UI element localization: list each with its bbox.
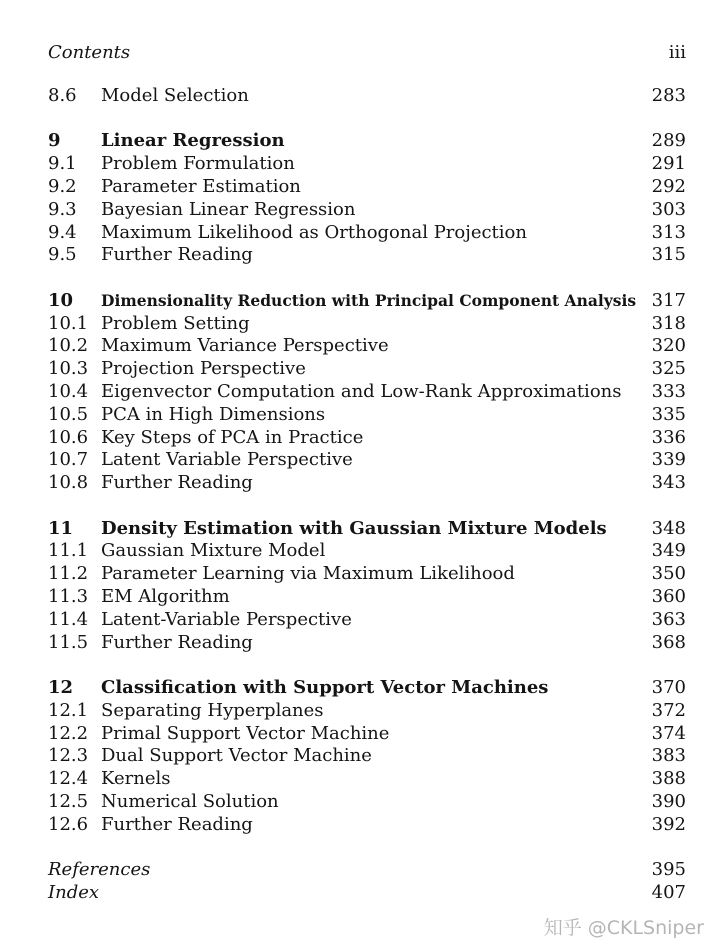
toc-entry-title: Parameter Learning via Maximum Likelihood [101,563,515,585]
toc-entry-title: Further Reading [101,631,253,653]
toc-entry-title: Projection Perspective [101,358,306,380]
toc-entry-number: 12.3 [48,745,89,767]
toc-entry-page: 317 [651,289,686,311]
toc-entry-page: 360 [651,586,686,607]
toc-entry-number: 12.2 [48,722,89,744]
toc-entry-number: 10.2 [48,335,89,357]
toc-entry-title: Further Reading [101,472,253,494]
toc-entry-number: 11.4 [48,608,89,630]
toc-entry-title: EM Algorithm [101,586,230,607]
toc-entry-title: Bayesian Linear Regression [101,198,356,220]
toc-entry-page: 325 [651,358,686,380]
toc-entry-page: 363 [651,608,686,630]
toc-section-entry[interactable] [48,334,686,357]
toc-entry-number: 9.3 [48,198,77,220]
toc-entry-page: 313 [651,221,686,243]
toc-section-entry[interactable] [48,631,686,654]
toc-entry-number: 10.6 [48,426,89,448]
toc-entry-number: 11.3 [48,586,89,607]
toc-entry-number: 9.1 [48,153,77,175]
toc-entry-title: Latent-Variable Perspective [101,608,352,630]
toc-section-entry[interactable] [48,722,686,745]
toc-entry-number: 9.2 [48,176,77,197]
toc-entry-number: 10 [48,289,74,311]
toc-entry-title: Parameter Estimation [101,176,301,197]
toc-chapter-entry[interactable] [48,676,686,699]
toc-entry-page: 320 [651,335,686,357]
toc-section-entry[interactable] [48,448,686,471]
toc-section-entry[interactable] [48,380,686,403]
toc-entry-page: 372 [651,699,686,721]
toc-entry-title: Classification with Support Vector Machines [101,677,549,698]
toc-entry-page: 370 [651,677,686,698]
toc-entry-title: Kernels [101,768,171,790]
toc-entry-title: Dimensionality Reduction with Principal Component Analysis [101,290,637,310]
toc-section-entry[interactable] [48,608,686,631]
toc-entry-title: Model Selection [101,85,249,106]
toc-backmatter-entry[interactable] [48,858,686,881]
toc-entry-number: 12.5 [48,791,89,812]
toc-section-entry[interactable] [48,221,686,244]
toc-entry-page: 348 [651,517,686,539]
toc-entry-number: 11.5 [48,631,89,653]
toc-entry-title: Latent Variable Perspective [101,449,353,471]
toc-section-entry[interactable] [48,585,686,608]
toc-entry-title: Density Estimation with Gaussian Mixture Models [101,517,607,539]
toc-entry-page: 407 [651,882,686,903]
toc-entry-title: Maximum Likelihood as Orthogonal Projection [101,221,527,243]
toc-entry-page: 343 [651,472,686,494]
toc-entry-title: Maximum Variance Perspective [101,335,389,357]
toc-entry-number: 11.2 [48,563,89,585]
toc-section-entry[interactable] [48,243,686,266]
toc-entry-page: 292 [651,176,686,197]
toc-entry-title: Linear Regression [101,130,285,152]
toc-entry-title: References [48,859,151,881]
toc-entry-page: 368 [651,631,686,653]
toc-section-entry[interactable] [48,152,686,175]
toc-entry-page: 349 [651,540,686,562]
toc-entry-page: 395 [651,859,686,881]
toc-entry-title: Further Reading [101,244,253,266]
toc-entry-page: 383 [651,745,686,767]
toc-entry-page: 289 [651,130,686,152]
toc-section-entry[interactable] [48,312,686,335]
toc-entry-number: 9 [48,130,61,152]
toc-entry-title: Key Steps of PCA in Practice [101,426,364,448]
toc-entry-number: 12.4 [48,768,89,790]
toc-entry-page: 390 [651,791,686,812]
toc-entry-page: 333 [651,381,686,402]
toc-entry-title: Dual Support Vector Machine [101,745,372,767]
toc-entry-page: 335 [651,403,686,425]
running-header-title: Contents [48,42,131,63]
toc-entry-number: 8.6 [48,85,77,106]
toc-entry-number: 9.5 [48,244,77,266]
toc-section-entry[interactable] [48,357,686,380]
toc-entry-number: 10.5 [48,403,89,425]
toc-section-entry[interactable] [48,790,686,813]
toc-entry-page: 315 [651,244,686,266]
toc-entry-page: 374 [651,722,686,744]
toc-entry-page: 392 [651,813,686,835]
toc-entry-number: 9.4 [48,221,77,243]
toc-section-entry[interactable] [48,471,686,494]
page-number: iii [668,42,686,63]
toc-entry-title: PCA in High Dimensions [101,403,326,425]
watermark: 知乎 @CKLSniper [543,917,704,939]
toc-section-entry[interactable] [48,175,686,198]
toc-entry-number: 12 [48,677,74,698]
toc-chapter-entry[interactable] [48,517,686,540]
toc-entry-number: 10.3 [48,358,89,380]
toc-entry-number: 11.1 [48,540,89,562]
toc-entry-title: Numerical Solution [101,791,279,812]
toc-section-entry[interactable] [48,813,686,836]
toc-section-entry[interactable] [48,539,686,562]
toc-entry-title: Problem Formulation [101,153,295,175]
toc-section-entry[interactable] [48,84,686,107]
toc-entry-title: Separating Hyperplanes [101,699,324,721]
toc-entry-title: Primal Support Vector Machine [101,722,390,744]
toc-entry-title: Further Reading [101,813,253,835]
toc-section-entry[interactable] [48,426,686,449]
toc-entry-number: 10.4 [48,381,89,402]
toc-entry-number: 10.1 [48,312,89,334]
toc-entry-page: 339 [651,449,686,471]
toc-section-entry[interactable] [48,198,686,221]
toc-section-entry[interactable] [48,403,686,426]
toc-backmatter-entry[interactable] [48,881,686,904]
running-header [48,42,686,66]
toc-section-entry[interactable] [48,767,686,790]
toc-chapter-entry[interactable] [48,289,686,312]
toc-entry-title: Eigenvector Computation and Low-Rank Approximations [101,381,622,402]
toc-entry-page: 388 [651,768,686,790]
toc-entry-title: Problem Setting [101,312,250,334]
toc-entry-page: 283 [651,85,686,106]
toc-entry-title: Gaussian Mixture Model [101,540,326,562]
toc-entry-page: 350 [651,563,686,585]
toc-entry-page: 303 [651,198,686,220]
toc-entry-number: 12.1 [48,699,89,721]
toc-entry-page: 318 [651,312,686,334]
toc-entry-page: 336 [651,426,686,448]
toc-entry-number: 10.7 [48,449,89,471]
toc-entry-number: 10.8 [48,472,89,494]
toc-chapter-entry[interactable] [48,129,686,152]
toc-section-entry[interactable] [48,562,686,585]
toc-section-entry[interactable] [48,699,686,722]
toc-section-entry[interactable] [48,744,686,767]
toc-entry-number: 12.6 [48,813,89,835]
toc-entry-title: Index [48,882,100,903]
toc-entry-number: 11 [48,517,74,539]
toc-entry-page: 291 [651,153,686,175]
